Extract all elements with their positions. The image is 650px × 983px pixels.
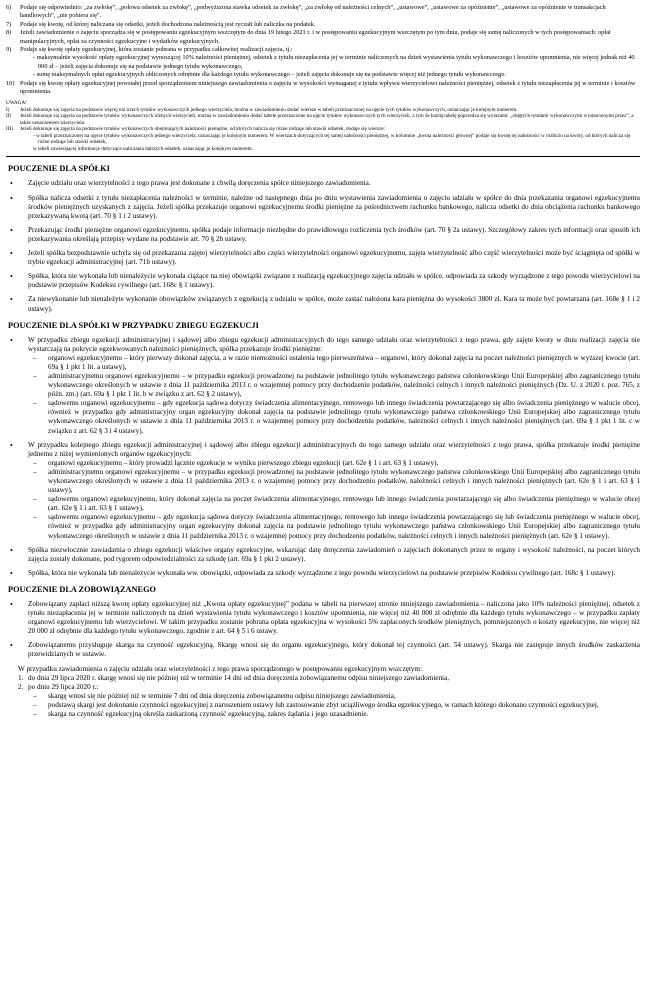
uwagi-title: UWAGA!	[6, 100, 27, 107]
list-item: • Przekazując środki pieniężne organowi egzekucyjnemu, spółka podaje informacje niezbędne do prawidłowego rozliczenia tych środków (art. 70 § 2a ustawy). Szczegółowy zakres tych informacji oraz sposób ich przekazywania określają przepisy wydane na podstawie art. 70 § 2b ustawy.	[6, 226, 640, 244]
uwagi-sub: - w tabeli przeznaczonej na ujęcie tytułów wykonawczych jednego wierzyciela, oznaczając je kolejnym numerem. W wierszach dotyczących tej samej należności pieniężnej, w kolumnie „kwota należności głównej” podaje się kwotę tej należności w rozbiciu na kwoty, od których nalicza się różne rodzaje lub stawki odsetek,	[33, 132, 631, 146]
footnote-9-sub: - maksymalnie wysokość opłaty egzekucyjnej wynoszącej 10% należności pieniężnej, odsetek z tytułu niezapłacenia jej w terminie naliczonych na dzień wystawienia tytułu wykonawczego i kosztów upomnienia, nie więcej jednak niż 40 000 zł – jeżeli zajęcia dokonuje się na podstawie jednego tytułu wykonawczego,	[33, 54, 635, 70]
dash-item: – sądowemu organowi egzekucyjnemu – gdy egzekucja sądowa dotyczy świadczenia alimentacyjnego, rentowego lub innego świadczenia powtarzającego się albo świadczenia pieniężnego w walucie obcej, również w przypadku gdy administracyjny organ egzekucyjny dokonał zajęcia na podstawie jednolitego tytułu wykonawczego państwa członkowskiego Unii Europejskiej albo zagranicznego tytułu wykonawczego określonych w ustawie z dnia 11 października 2013 r. o wzajemnej pomocy przy dochodzeniu podatków, należności celnych i innych należności pieniężnych (art. 69a § 1 pkt 1 lit. c w związku z art. 62 § 3 i 4 ustawy).	[28, 399, 640, 435]
uwagi-item: I) Jeżeli dokonuje się zajęcia na podstawie więcej niż trzech tytułów wykonawczych jednego wierzyciela, można w zawiadomieniu dodać wiersze w tabeli przeznaczonej na ujęcie tych tytułów wykonawczych, oznaczając je kolejnym numerem.	[6, 106, 518, 113]
section-zbieg	[6, 336, 640, 578]
dash-item: – sądowemu organowi egzekucyjnemu – gdy egzekucja sądowa dotyczy świadczenia alimentacyjnego, rentowego lub innego świadczenia powtarzającego się lub świadczenia pieniężnego w walucie obcej, również w przypadku gdy administracyjny organ egzekucyjny dokonał zajęcia na podstawie jednolitego tytułu wykonawczego państwa członkowskiego Unii Europejskiej albo zagranicznego tytułu wykonawczego określonych w ustawie z dnia 11 października 2013 r. o wzajemnej pomocy przy dochodzeniu podatków, należności celnych i innych należności pieniężnych (art. 62e § 1 ustawy).	[28, 513, 640, 540]
footnote-6: 6) Podaje się odpowiednio: „za zwłokę”, „połowa odsetek za zwłokę”, „podwyższona stawka odsetek za zwłokę”, „za zwłokę od należności celnych”, „ustawowe”, „ustawowe za opóźnienie”, „ustawowe za opóźnienie w transakcjach handlowych”, „nie pobiera się”.	[6, 4, 606, 20]
dash-item: – skarga na czynność egzekucyjną określa zaskarżoną czynność egzekucyjną, zakres żądania i jego uzasadnienie.	[28, 710, 640, 719]
uwagi-item: III) Jeżeli dokonuje się zajęcia na podstawie tytułów wykonawczych obejmujących należności pieniężne, od których nalicza się różne rodzaje lub stawki odsetek, dodaje się wiersze: - w tabeli przeznaczonej na ujęcie tytułów wykonawczych jednego wierzyciela, oznaczając je kolejnym numerem. W wierszach dotyczących tej samej należności pieniężnej, w kolumnie „kwota należności głównej” podaje się kwotę tej należności w rozbiciu na kwoty, od których nalicza się różne rodzaje lub stawki odsetek, w tabeli zawierającej informacje dotyczące naliczania dalszych odsetek, oznaczając je kolejnym numerem.	[6, 126, 640, 152]
section-title: POUCZENIE DLA SPÓŁKI W PRZYPADKU ZBIEGU EGZEKUCJI	[8, 320, 259, 330]
dash-item: – organowi egzekucyjnemu – który prowadzi łącznie egzekucje w wyniku pierwszego zbiegu egzekucji (art. 62e § 1 i art. 63 § 1 ustawy),	[28, 459, 640, 468]
section-title: POUCZENIE DLA SPÓŁKI	[8, 164, 110, 174]
dash-item: – administracyjnemu organowi egzekucyjnemu – w przypadku egzekucji prowadzonej na podstawie jednolitego tytułu wykonawczego państwa członkowskiego Unii Europejskiej albo zagranicznego tytułu wykonawczego określonych w ustawie z dnia 11 października 2013 r. o wzajemnej pomocy przy dochodzeniu podatków, należności celnych i innych należności pieniężnych (art. 62e § 1 i art. 63 § 1 ustawy),	[28, 468, 640, 495]
footnotes	[6, 4, 640, 96]
footnote-8: 8) Jeżeli zawiadomienie o zajęciu sporządza się w postępowaniu egzekucyjnym wszczętym do dnia 19 lutego 2021 r. i w postępowaniu egzekucyjnym wszczętym po tym dniu, podaje się sumę naliczonych w tych postępowaniach: opłat manipulacyjnych, opłat za czynności egzekucyjne i wydatków egzekucyjnych.	[6, 29, 611, 45]
list-item: • Jeżeli spółka bezpodstawnie uchyla się od przekazania zajętej wierzytelności albo części wierzytelności organowi egzekucyjnemu, zajęta wierzytelność albo część wierzytelności może być ściągnięta od spółki w trybie egzekucji administracyjnej (art. 71b ustawy).	[6, 249, 640, 267]
paragraph: W przypadku zawiadomienia o zajęciu udziału oraz wierzytelności z tego prawa sporządzonego w postępowaniu egzekucyjnym wszczętym:	[18, 664, 423, 673]
section-title: POUCZENIE DLA ZOBOWIĄZANEGO	[8, 584, 156, 594]
footnote-10: 10) Podaje się kwotę opłaty egzekucyjnej powstałej przed sporządzeniem niniejszego zawiadomienia o zajęciu w wysokości wymaganej z tytułu wpływu wierzycielowi należności pieniężnej, odsetek z tytułu niezapłacenia jej w terminie i kosztów upomnienia.	[6, 79, 636, 96]
footnote-9-sub: - sumę maksymalnych opłat egzekucyjnych obliczonych odrębnie dla każdego tytułu wykonawczego – jeżeli zajęcia dokonuje się na podstawie więcej niż jednego tytułu wykonawczego.	[33, 71, 506, 79]
dash-item: – organowi egzekucyjnemu – który pierwszy dokonał zajęcia, a w razie niemożności ustalenia tego pierwszeństwa – organowi, który dokonał zajęcia na poczet należności pieniężnych w wyższej kwocie (art. 69a § 1 pkt 1 lit. a ustawy),	[28, 354, 640, 372]
list-item: • W przypadku zbiegu egzekucji administracyjnej i sądowej albo zbiegu egzekucji administracyjnych do tego samego udziału oraz wierzytelności z tego prawa, gdy zajęte kwoty w dniu realizacji zajęcia nie wystarczają na pokrycie egzekwowanych należności pieniężnych, spółka przekazuje środki pieniężne: – organowi egzekucyjnemu – który pierwszy dokonał zajęcia, a w razie niemożności ustalenia tego pierwszeństwa – organowi, który dokonał zajęcia na poczet należności pieniężnych w wyższej kwocie (art. 69a § 1 pkt 1 lit. a ustawy), – administracyjnemu organowi egzekucyjnemu – w przypadku egzekucji prowadzonej na podstawie jednolitego tytułu wykonawczego państwa członkowskiego Unii Europejskiej albo zagranicznego tytułu wykonawczego określonych w ustawie z dnia 11 października 2013 r. o wzajemnej pomocy przy dochodzeniu podatków, należności celnych i innych należności pieniężnych (Dz. U. z 2020 r. poz. 765, z późn. zm.) (art. 69a § 1 pkt 1 lit. b w związku z art. 62 § 2 ustawy), – sądowemu organowi egzekucyjnemu – gdy egzekucja sądowa dotyczy świadczenia alimentacyjnego, rentowego lub innego świadczenia powtarzającego się albo świadczenia pieniężnego w walucie obcej, również w przypadku gdy administracyjny organ egzekucyjny dokonał zajęcia na podstawie jednolitego tytułu wykonawczego państwa członkowskiego Unii Europejskiej albo zagranicznego tytułu wykonawczego określonych w ustawie z dnia 11 października 2013 r. o wzajemnej pomocy przy dochodzeniu podatków, należności celnych i innych należności pieniężnych (art. 69a § 1 pkt 1 lit. c w związku z art. 62 § 3 i 4 ustawy).	[6, 336, 640, 436]
list-item: • Zajęcie udziału oraz wierzytelności z tego prawa jest dokonane z chwilą doręczenia spółce niniejszego zawiadomienia.	[6, 179, 640, 188]
dash-item: – skargę wnosi się nie później niż w terminie 7 dni od dnia doręczenia zobowiązanemu odpisu niniejszego zawiadomienia,	[28, 692, 640, 701]
list-item: • Zobowiązany zapłaci niższą kwotę opłaty egzekucyjnej niż „Kwota opłaty egzekucyjnej” podana w tabeli na pierwszej stronie niniejszego zawiadomienia – naliczona jako 10% należności pieniężnej, odsetek z tytułu niezapłacenia jej w terminie naliczonych na dzień wystawienia tytułu wykonawczego i kosztów upomnienia, nie więcej niż 40 000 zł odrębnie dla każdego tytułu wykonawczego – w przypadku zapłaty organowi egzekucyjnemu lub wierzycielowi. W takim przypadku zostanie pobrana opłata egzekucyjna w wysokości 5% zapłaconych środków pieniężnych, pomniejszonych o koszty egzekucyjne, nie więcej niż 20 000 zł odrębnie dla każdego tytułu wykonawczego, zgodnie z art. 64 § 5 i 6 ustawy.	[6, 600, 640, 636]
list-item: • W przypadku kolejnego zbiegu egzekucji administracyjnej i sądowej albo zbiegu egzekucji administracyjnych do tego samego udziału oraz wierzytelności z tego prawa, spółka przekazuje środki pieniężne jednemu z niżej wymienionych organów egzekucyjnych: – organowi egzekucyjnemu – który prowadzi łącznie egzekucje w wyniku pierwszego zbiegu egzekucji (art. 62e § 1 i art. 63 § 1 ustawy), – administracyjnemu organowi egzekucyjnemu – w przypadku egzekucji prowadzonej na podstawie jednolitego tytułu wykonawczego państwa członkowskiego Unii Europejskiej albo zagranicznego tytułu wykonawczego określonych w ustawie z dnia 11 października 2013 r. o wzajemnej pomocy przy dochodzeniu podatków, należności celnych i innych należności pieniężnych (art. 62e § 1 i art. 63 § 1 ustawy), – sądowemu organowi egzekucyjnemu, który dokonał zajęcia na poczet świadczenia alimentacyjnego, rentowego lub innego świadczenia powtarzającego się albo świadczenia pieniężnego w walucie obcej (art. 62e § 1 i art. 63 § 1 ustawy), – sądowemu organowi egzekucyjnemu – gdy egzekucja sądowa dotyczy świadczenia alimentacyjnego, rentowego lub innego świadczenia powtarzającego się lub świadczenia pieniężnego w walucie obcej, również w przypadku gdy administracyjny organ egzekucyjny dokonał zajęcia na podstawie jednolitego tytułu wykonawczego państwa członkowskiego Unii Europejskiej albo zagranicznego tytułu wykonawczego określonych w ustawie z dnia 11 października 2013 r. o wzajemnej pomocy przy dochodzeniu podatków, należności celnych i innych należności pieniężnych (art. 62e § 1 ustawy).	[6, 441, 640, 541]
dash-item: – sądowemu organowi egzekucyjnemu, który dokonał zajęcia na poczet świadczenia alimentacyjnego, rentowego lub innego świadczenia powtarzającego się albo świadczenia pieniężnego w walucie obcej (art. 62e § 1 i art. 63 § 1 ustawy),	[28, 495, 640, 513]
list-item: • Spółka niezwłocznie zawiadamia o zbiegu egzekucji właściwe organy egzekucyjne, wskazując datę doręczenia zawiadomień o zajęciach dokonanych przez te organy i wysokość należności, na poczet których zajęcia zostały dokonane, pod rygorem odpowiedzialności za szkodę (art. 69a § 1 pkt 2 ustawy).	[6, 546, 640, 564]
list-item: • Zobowiązanemu przysługuje skarga na czynność egzekucyjną. Skargę wnosi się do organu egzekucyjnego, który dokonał tej czynności (art. 54 ustawy). Skarga nie zastępuje innych środków zaskarżenia przewidzianych w ustawie.	[6, 641, 640, 659]
footnote-9: 9) Podaje się kwotę opłaty egzekucyjnej, która zostanie pobrana w przypadku całkowitej realizacji zajęcia, tj.: - maksymalnie wysokość opłaty egzekucyjnej wynoszącej 10% należności pieniężnej, odsetek z tytułu niezapłacenia jej w terminie naliczonych na dzień wystawienia tytułu wykonawczego i kosztów upomnienia, nie więcej jednak niż 40 000 zł – jeżeli zajęcia dokonuje się na podstawie jednego tytułu wykonawczego, - sumę maksymalnych opłat egzekucyjnych obliczonych odrębnie dla każdego tytułu wykonawczego – jeżeli zajęcia dokonuje się na podstawie więcej niż jednego tytułu wykonawczego.	[6, 46, 640, 80]
footnote-7: 7) Podaje się kwotę, od której naliczana się odsetki, jeżeli dochodzona należnością jest ryczałt lub zaliczka na podatek.	[6, 20, 316, 28]
uwagi-sub: w tabeli zawierającej informacje dotyczące naliczania dalszych odsetek, oznaczając je kolejnym numerem.	[33, 145, 253, 152]
list-item: • Spółka, która nie wykonała lub nienależycie wykonała ww. obowiązki, odpowiada za szkody wyrządzone z tego powodu wierzycielowi na podstawie przepisów Kodeksu cywilnego (art. 168c § 1 ustawy).	[6, 569, 640, 578]
numbered-item: 1. do dnia 29 lipca 2020 r. skargę wnosi się nie później niż w terminie 14 dni od dnia doręczenia zobowiązanemu odpisu niniejszego zawiadomienia,	[18, 673, 450, 682]
section-spolka	[6, 179, 640, 313]
list-item: • Spółka, która nie wykonała lub nienależycie wykonała ciążące na niej obowiązki związane z realizacją egzekucyjnego zajęcia udziału w spółce, odpowiada za szkody wyrządzone z tego powodu wierzycielowi na podstawie przepisów Kodeksu cywilnego (art. 168c § 1 ustawy).	[6, 272, 640, 290]
numbered-item: 2. po dniu 29 lipca 2020 r.:	[18, 682, 99, 691]
uwagi-block	[6, 100, 640, 157]
dash-item: – podstawą skargi jest dokonanie czynności egzekucyjnej z naruszeniem ustawy lub zastosowanie zbyt uciążliwego środka egzekucyjnego, w ramach którego dokonano czynności egzekucyjnej,	[28, 701, 640, 710]
divider	[6, 156, 640, 157]
list-item: • Spółka nalicza odsetki z tytułu niezapłacenia należności w terminie, należne od następnego dnia po dniu wystawienia zawiadomienia o zajęciu udziału w spółce do dnia przekazania organowi egzekucyjnemu środków pieniężnych uzyskanych z zajęcia. Jeżeli spółka przekazuje organowi egzekucyjnemu środki pieniężne za pośrednictwem rachunku bankowego, nalicza odsetki do dnia obciążenia rachunku bankowego przekazywaną kwotą (art. 70 § 1 i 2 ustawy).	[6, 194, 640, 221]
list-item: • Za niewykonanie lub nienależyte wykonanie obowiązków związanych z egzekucją z udziału w spółce, może zastać nałożona kara pieniężna do wysokości 3800 zł. Kara ta może być powtarzana (art. 168e § 1 i 2 ustawy).	[6, 295, 640, 313]
dash-item: – administracyjnemu organowi egzekucyjnemu – w przypadku egzekucji prowadzonej na podstawie jednolitego tytułu wykonawczego państwa członkowskiego Unii Europejskiej albo zagranicznego tytułu wykonawczego określonych w ustawie z dnia 11 października 2013 r. o wzajemnej pomocy przy dochodzeniu podatków, należności celnych i innych należności pieniężnych (Dz. U. z 2020 r. poz. 765, z późn. zm.) (art. 69a § 1 pkt 1 lit. b w związku z art. 62 § 2 ustawy),	[28, 372, 640, 399]
uwagi-item: II) Jeżeli dokonuje się zajęcia na podstawie tytułów wykonawczych różnych wierzycieli, można w zawiadomieniu dodać tabele przeznaczone na ujęcie tytułów wykonawczych tych wierzycieli, z tym że każdą tabelę poprzedza się wyrazami: „objętych tytułami wykonawczymi wystawionymi przez”, a także oznaczeniem wierzyciela.	[6, 113, 634, 126]
section-zobowiazany	[6, 600, 640, 719]
numbered-subitems	[6, 692, 640, 719]
